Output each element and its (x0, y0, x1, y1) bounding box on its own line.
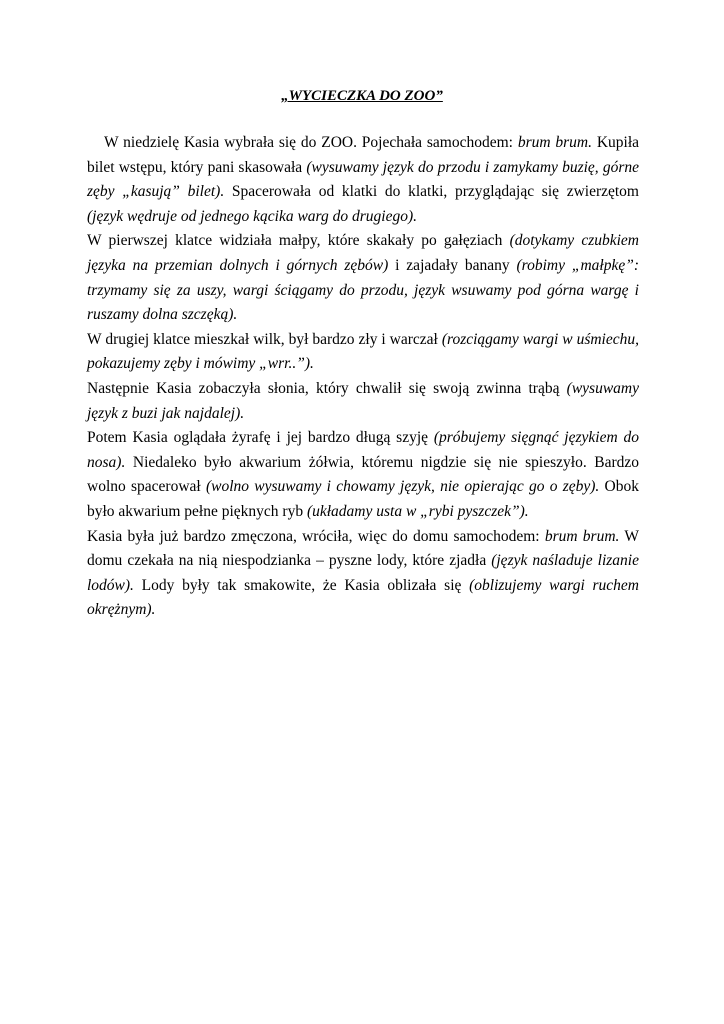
story-text: i zajadały banany (388, 256, 517, 274)
italic-instruction: (język wędruje od jednego kącika warg do drugiego). (87, 207, 418, 225)
story-text: Potem Kasia oglądała żyrafę i jej bardzo długą szyję (87, 429, 434, 447)
story-text: Spacerowała od klatki do klatki, przyglądając się zwierzętom (224, 183, 639, 201)
italic-instruction: (oblizujemy wargi ruchem okrężnym). (87, 576, 639, 619)
italic-instruction: brum brum. (544, 527, 620, 545)
italic-instruction: (układamy usta w „rybi pyszczek”). (306, 502, 529, 520)
paragraph (87, 377, 639, 426)
italic-instruction: (rozciągamy wargi w uśmiechu, pokazujemy zęby i mówimy „wrr..”). (87, 330, 639, 373)
italic-instruction: brum brum. (517, 134, 592, 151)
story-text: Kupiła bilet wstępu, który pani skasowała (87, 134, 640, 176)
italic-instruction: (wysuwamy język do przodu i zamykamy buzię, górne zęby „kasują” bilet). (87, 158, 639, 201)
paragraph (87, 229, 639, 327)
story-text: Lody były tak smakowite, że Kasia oblizała się (133, 576, 470, 594)
italic-instruction: (wysuwamy język z buzi jak najdalej). (87, 379, 639, 422)
italic-instruction: (dotykamy czubkiem języka na przemian dolnych i górnych zębów) (87, 232, 639, 274)
italic-instruction: (próbujemy sięgnąć językiem do nosa). (87, 429, 639, 471)
story-text: W domu czekała na nią niespodzianka – pyszne lody, które zjadła (87, 527, 640, 570)
paragraph (87, 328, 639, 377)
story-text: Kasia była już bardzo zmęczona, wróciła, więc do domu samochodem: (87, 527, 545, 545)
paragraph (87, 426, 639, 524)
italic-instruction: (wolno wysuwamy i chowamy język, nie opierając go o zęby). (205, 478, 600, 496)
story-text: Niedaleko było akwarium żółwia, któremu nigdzie się nie spieszyło. Bardzo wolno spacerował (87, 453, 639, 496)
story-text: W pierwszej klatce widziała małpy, które skakały po gałęziach (87, 232, 510, 250)
paragraph (87, 525, 639, 623)
document-body (87, 131, 639, 623)
story-text: Obok było akwarium pełne pięknych ryb (87, 478, 639, 520)
story-text: W drugiej klatce mieszkał wilk, był bardzo zły i warczał (87, 330, 442, 348)
italic-instruction: (język naśladuje lizanie lodów). (87, 552, 639, 594)
paragraph (87, 131, 639, 229)
story-text: W niedzielę Kasia wybrała się do ZOO. Pojechała samochodem: (104, 134, 518, 151)
italic-instruction: (robimy „małpkę”: trzymamy się za uszy, wargi ściągamy do przodu, język wsuwamy pod górna wargę i ruszamy dolna szczęką). (87, 256, 639, 324)
story-text: Następnie Kasia zobaczyła słonia, który chwalił się swoją zwinna trąbą (87, 379, 567, 397)
document-title: „WYCIECZKA DO ZOO” (281, 88, 443, 104)
